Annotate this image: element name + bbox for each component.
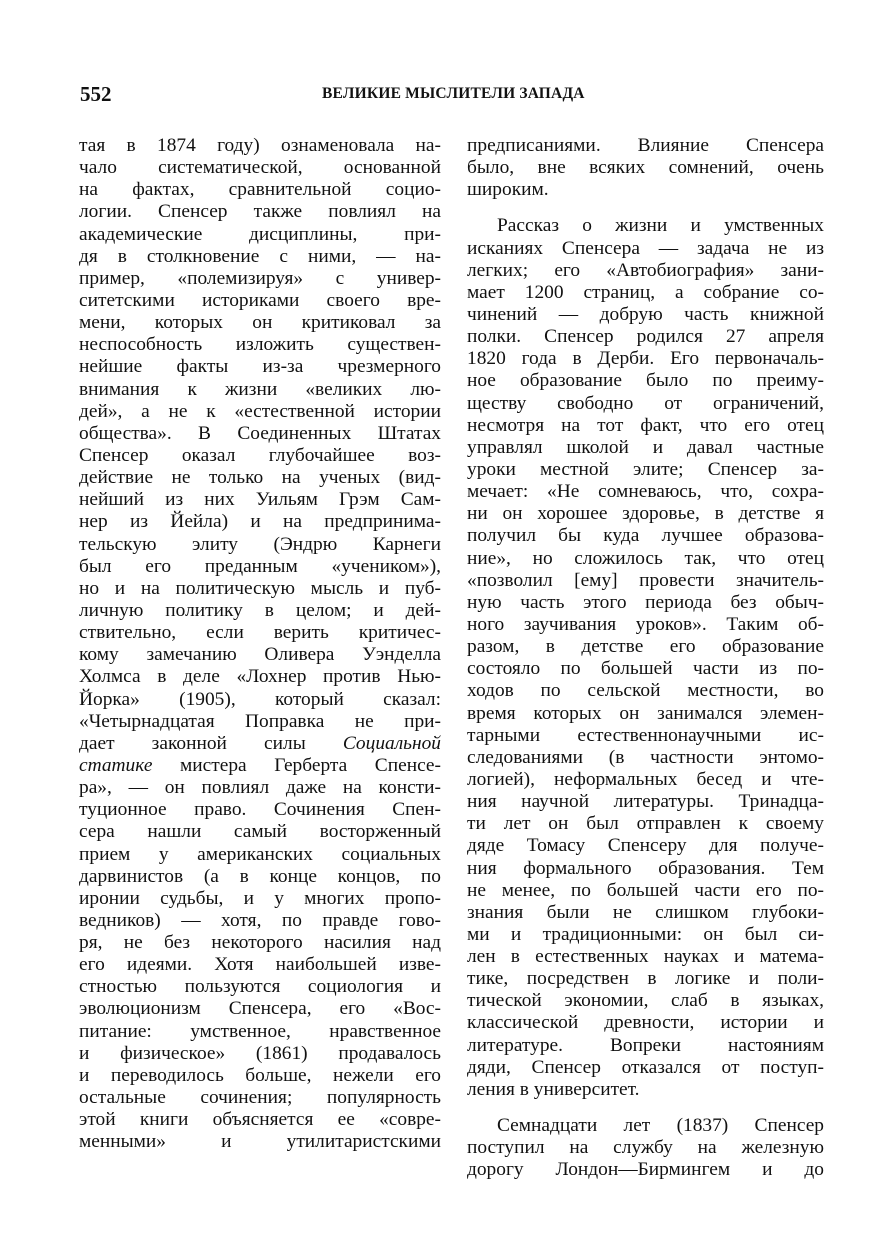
text-line: ную часть этого периода без обыч-: [467, 591, 824, 613]
text-line: предписаниями. Влияние Спенсера: [467, 135, 824, 156]
left-column: [79, 135, 441, 1153]
text-line: его идеями. Хотя наибольшей изве-: [79, 954, 441, 976]
text-line: туционное право. Сочинения Спен-: [79, 799, 441, 821]
text-line: нейший из них Уильям Грэм Сам-: [79, 489, 441, 511]
text-line: мени, которых он критиковал за: [79, 312, 441, 334]
text-line: Спенсер оказал глубочайшее воз-: [79, 444, 441, 466]
text-line: ния научной литературы. Тринадца-: [467, 791, 824, 813]
text-line: сера нашли самый восторженный: [79, 821, 441, 843]
text-line: ходов по сельской местности, во: [467, 680, 824, 702]
text-line: но и на политическую мысль и пуб-: [79, 577, 441, 599]
text-line: следованиями (в частности энтомо-: [467, 746, 824, 768]
right-column: [467, 135, 824, 1181]
text-line: ря, не без некоторого насилия над: [79, 932, 441, 954]
page-header: [80, 82, 820, 108]
paragraph: [467, 215, 824, 1101]
text-line: и физическое» (1861) продавалось: [79, 1042, 441, 1064]
text-line: чало систематической, основанной: [79, 157, 441, 179]
text-line: неспособность изложить существен-: [79, 334, 441, 356]
text-line: время которых он занимался элемен-: [467, 702, 824, 724]
text-line: общества». В Соединенных Штатах: [79, 422, 441, 444]
text-line: ведников) — хотя, по правде гово-: [79, 909, 441, 931]
text-line: получил бы куда лучшее образова-: [467, 525, 824, 547]
text-line: Йорка» (1905), который сказал:: [79, 688, 441, 710]
text-line: на фактах, сравнительной социо-: [79, 179, 441, 201]
text-line: состояло по большей части из по-: [467, 658, 824, 680]
text-line: мает 1200 страниц, а собрание со-: [467, 281, 824, 303]
paragraph-gap: [467, 1101, 824, 1115]
text-line: знания были не слишком глубоки-: [467, 901, 824, 923]
text-line: прием у американских социальных: [79, 843, 441, 865]
text-line: исканиях Спенсера — задача не из: [467, 237, 824, 259]
text-line: ми и традиционными: он был си-: [467, 923, 824, 945]
text-line: дарвинистов (а в конце концов, по: [79, 865, 441, 887]
text-line: ного заучивания уроков». Таким об-: [467, 613, 824, 635]
text-line: тарными естественнонаучными ис-: [467, 724, 824, 746]
text-line: классической древности, истории и: [467, 1012, 824, 1034]
running-title: ВЕЛИКИЕ МЫСЛИТЕЛИ ЗАПАДА: [322, 85, 585, 102]
text-line: полки. Спенсер родился 27 апреля: [467, 326, 824, 348]
text-line: дяди, Спенсер отказался от поступ-: [467, 1056, 824, 1078]
text-line: стностью пользуются социология и: [79, 976, 441, 998]
text-line: не менее, по большей части его по-: [467, 879, 824, 901]
text-line: ра», — он повлиял даже на консти-: [79, 777, 441, 799]
paragraph: [467, 1115, 824, 1181]
text-line: «Четырнадцатая Поправка не при-: [79, 710, 441, 732]
text-line: тике, посредствен в логике и поли-: [467, 968, 824, 990]
text-line: нейшие факты из-за чрезмерного: [79, 356, 441, 378]
text-line: пример, «полемизируя» с универ-: [79, 267, 441, 289]
page-number: 552: [80, 82, 112, 106]
text-line: ни он хорошее здоровье, в детстве я: [467, 503, 824, 525]
text-line: действие не только на ученых (вид-: [79, 467, 441, 489]
text-line: было, вне всяких сомнений, очень: [467, 157, 824, 179]
text-line: тельскую элиту (Эндрю Карнеги: [79, 533, 441, 555]
text-line: дает законной силы Социальной: [79, 732, 441, 754]
text-line: и переводилось больше, нежели его: [79, 1064, 441, 1086]
text-line: мечает: «Не сомневаюсь, что, сохра-: [467, 481, 824, 503]
text-line: был его преданным «учеником»),: [79, 555, 441, 577]
text-line: иронии судьбы, и у многих пропо-: [79, 887, 441, 909]
text-line: дей», а не к «естественной истории: [79, 400, 441, 422]
text-line: тической экономии, слаб в языках,: [467, 990, 824, 1012]
text-line: управлял школой и давал частные: [467, 436, 824, 458]
text-line: логии. Спенсер также повлиял на: [79, 201, 441, 223]
text-line: легких; его «Автобиография» зани-: [467, 259, 824, 281]
text-line: кому замечанию Оливера Уэнделла: [79, 644, 441, 666]
text-line: остальные сочинения; популярность: [79, 1087, 441, 1109]
text-line: личную политику в целом; и дей-: [79, 599, 441, 621]
text-line: чинений — добрую часть книжной: [467, 303, 824, 325]
text-line: тая в 1874 году) ознаменовала на-: [79, 135, 441, 156]
text-line: поступил на службу на железную: [467, 1137, 824, 1159]
text-line: Рассказ о жизни и умственных: [497, 215, 824, 237]
text-line: дя в столкновение с ними, — на-: [79, 245, 441, 267]
text-line: ти лет он был отправлен к своему: [467, 813, 824, 835]
text-line: несмотря на тот факт, что его отец: [467, 414, 824, 436]
text-line: 1820 года в Дерби. Его первоначаль-: [467, 348, 824, 370]
text-line: ситетскими историками своего вре-: [79, 289, 441, 311]
text-line: статике мистера Герберта Спенсе-: [79, 754, 441, 776]
paragraph: [467, 135, 824, 201]
text-line: дорогу Лондон—Бирмингем и до: [467, 1159, 824, 1181]
text-line: питание: умственное, нравственное: [79, 1020, 441, 1042]
text-line: логией), неформальных бесед и чте-: [467, 768, 824, 790]
text-line: ления в университет.: [467, 1078, 640, 1100]
text-line: «позволил [ему] провести значитель-: [467, 569, 824, 591]
text-line: широким.: [467, 179, 549, 201]
text-line: дяде Томасу Спенсеру для получе-: [467, 835, 824, 857]
text-line: ние», но сложилось так, что отец: [467, 547, 824, 569]
text-line: эволюционизм Спенсера, его «Вос-: [79, 998, 441, 1020]
paragraph-gap: [467, 201, 824, 215]
text-line: ществу свободно от ограничений,: [467, 392, 824, 414]
text-line: уроки местной элите; Спенсер за-: [467, 458, 824, 480]
text-line: менными» и утилитаристскими: [79, 1131, 441, 1153]
text-line: ное образование было по преиму-: [467, 370, 824, 392]
text-line: ния формального образования. Тем: [467, 857, 824, 879]
text-line: Семнадцати лет (1837) Спенсер: [497, 1115, 824, 1137]
text-line: внимания к жизни «великих лю-: [79, 378, 441, 400]
text-line: академические дисциплины, при-: [79, 223, 441, 245]
text-line: нер из Йейла) и на предпринима-: [79, 511, 441, 533]
text-line: лен в естественных науках и матема-: [467, 946, 824, 968]
text-line: литературе. Вопреки настояниям: [467, 1034, 824, 1056]
text-line: Холмса в деле «Лохнер против Нью-: [79, 666, 441, 688]
text-line: этой книги объясняется ее «совре-: [79, 1109, 441, 1131]
text-line: ствительно, если верить критичес-: [79, 622, 441, 644]
text-line: разом, в детстве его образование: [467, 636, 824, 658]
